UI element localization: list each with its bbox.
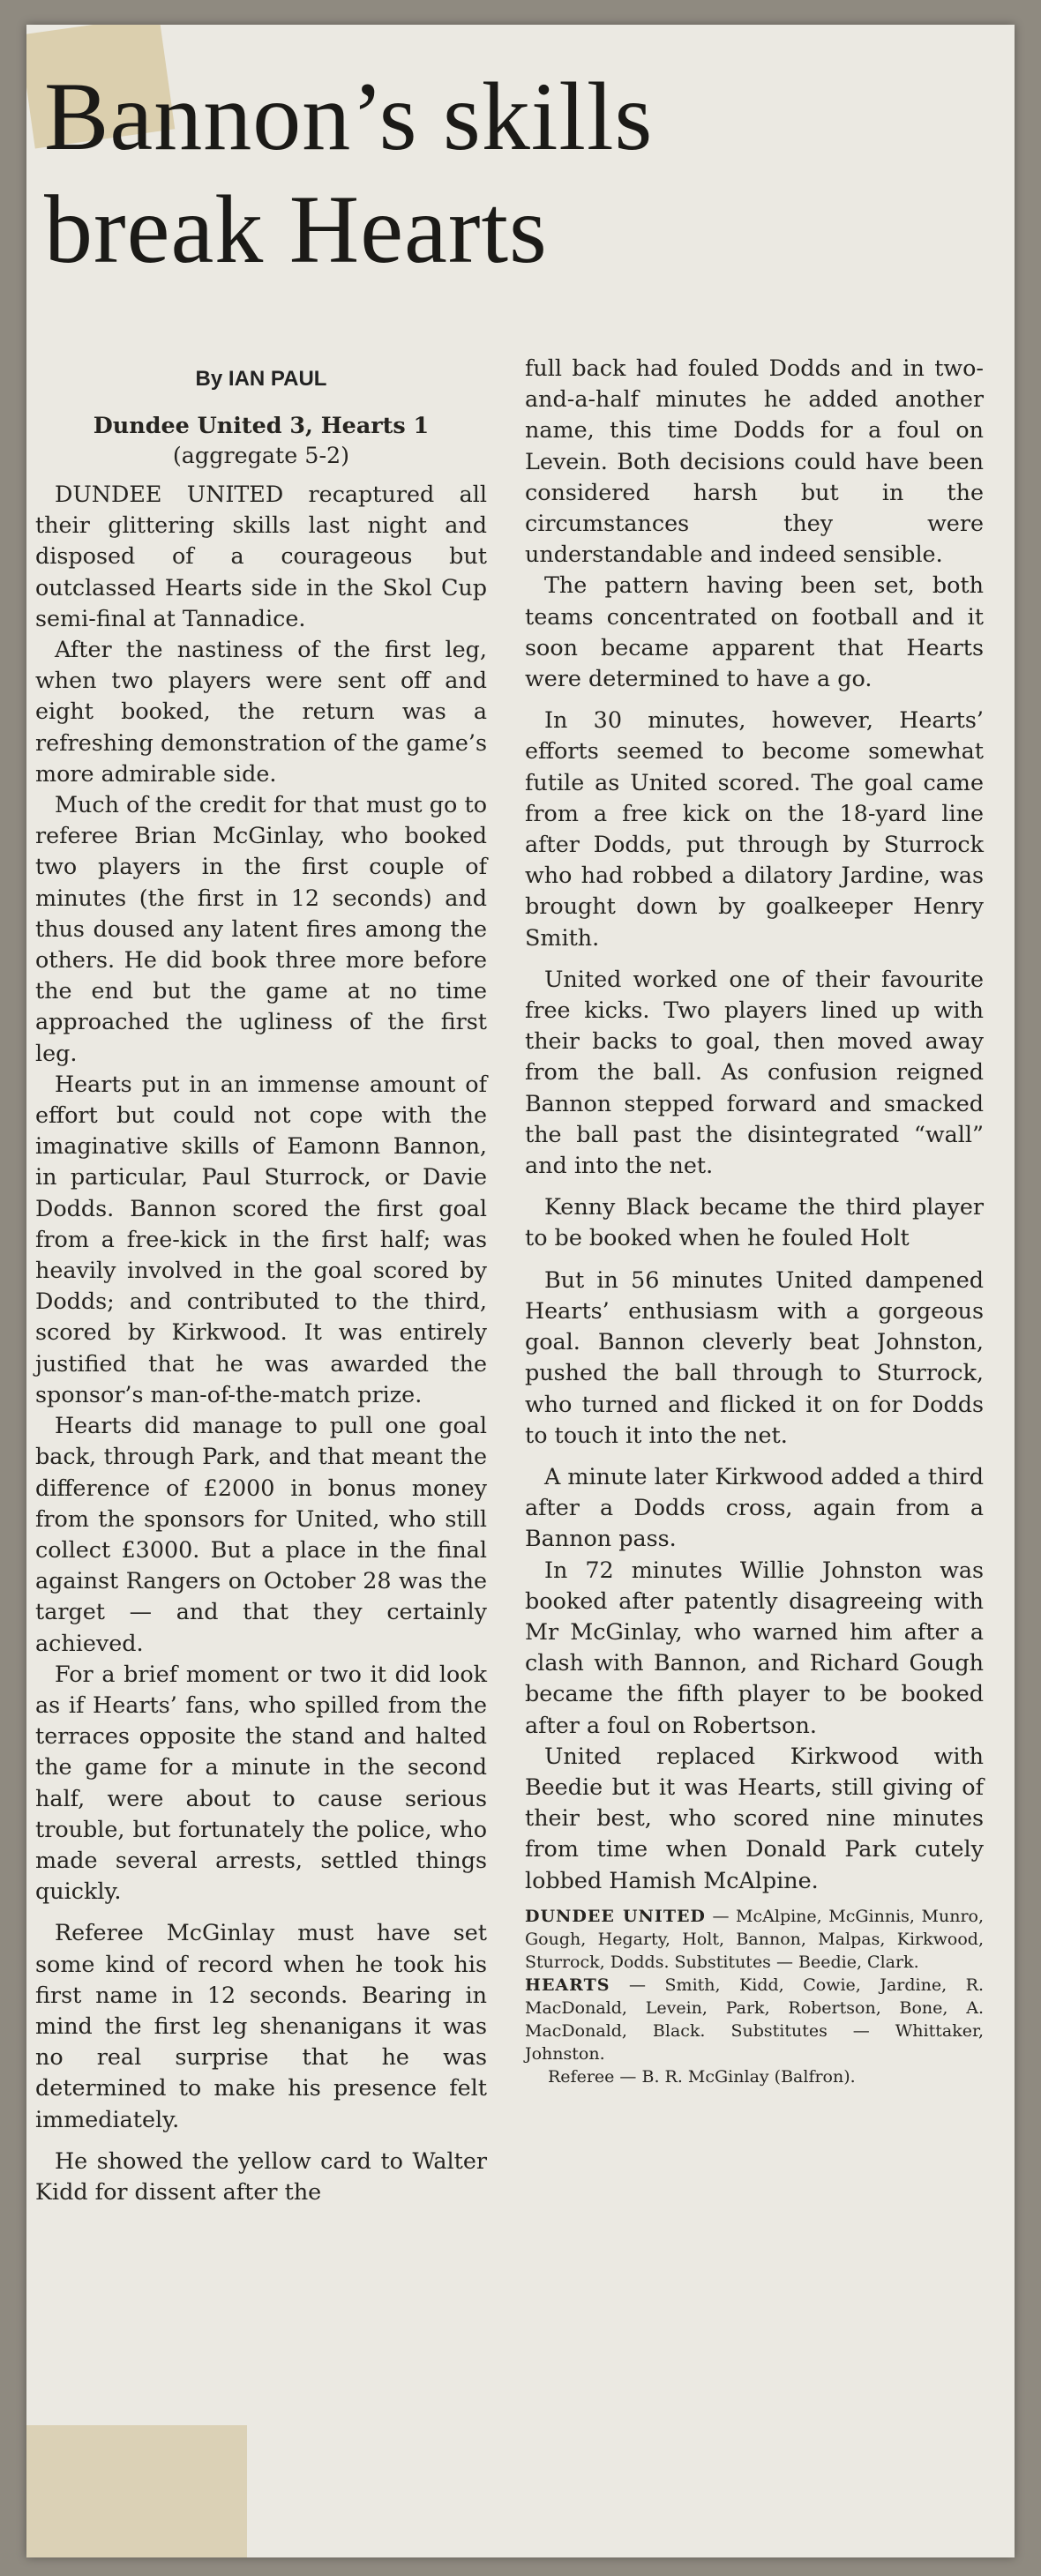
paragraph: For a brief moment or two it did look as if Hearts’ fans, who spilled from the terraces opposite the stand and halted the game for a minute in the second half, were about to cause serious trouble, but fortunately the police, who made several arrests, settled things quickly. (35, 1660, 487, 1905)
paragraph: After the nastiness of the first leg, when two players were sent off and eight booked, the return was a refreshing demonstration of the game’s more admirable side. (35, 636, 487, 787)
paragraph: But in 56 minutes United dampened Hearts’ enthusiasm with a gorgeous goal. Bannon cleverly beat Johnston, pushed the ball through to Sturrock, who turned and flicked it on for Dodds to touch it into the net. (525, 1266, 984, 1448)
paragraph: In 30 minutes, however, Hearts’ efforts seemed to become somewhat futile as United scored. The goal came from a free kick on the 18-yard line after Dodds, put through by Sturrock who had robbed a dilatory Jardine, was brought down by goalkeeper Henry Smith. (525, 706, 984, 951)
headline-line-1: Bannon’s skills (44, 63, 654, 170)
paragraph: Kenny Black became the third player to be booked when he fouled Holt (525, 1193, 984, 1251)
referee-line: Referee — B. R. McGinlay (Balfron). (548, 2066, 856, 2087)
tape-mark-bottom (26, 2425, 247, 2557)
paragraph: The pattern having been set, both teams concentrated on football and it soon became apparent that Hearts were determined to have a go. (525, 571, 984, 692)
lineup-hearts (525, 1974, 984, 2065)
team-name: HEARTS (525, 1975, 610, 1995)
team-lineups (525, 1905, 984, 2088)
team-players: — McAlpine, McGinnis, Munro, Gough, Hegarty, Holt, Bannon, Malpas, Kirkwood, Sturrock, Dodds. Substitutes — Beedie, Clark. (525, 1906, 985, 1972)
newspaper-clipping (26, 25, 1015, 2557)
team-name: DUNDEE UNITED (525, 1906, 706, 1926)
team-players: — Smith, Kidd, Cowie, Jardine, R. MacDonald, Levein, Park, Robertson, Bone, A. MacDonald, Black. Substitutes — Whittaker, Johnston. (525, 1975, 984, 2064)
headline-line-2: break Hearts (44, 175, 548, 283)
paragraph: United worked one of their favourite free kicks. Two players lined up with their backs to goal, then moved away from the ball. As confusion reigned Bannon stepped forward and smacked the ball past the disintegrated “wall” and into the net. (525, 965, 984, 1179)
lineup-dundee-united (525, 1905, 984, 1974)
score-line: Dundee United 3, Hearts 1 (93, 412, 430, 438)
paragraph: Much of the credit for that must go to referee Brian McGinlay, who booked two players in the first couple of minutes (the first in 12 seconds) and thus doused any latent fires among the others. He did book three more before the end but the game at no time approached the ugliness of the first leg. (35, 791, 487, 1066)
paragraph: United replaced Kirkwood with Beedie but it was Hearts, still giving of their best, who scored nine minutes from time when Donald Park cutely lobbed Hamish McAlpine. (525, 1742, 984, 1893)
match-result (35, 410, 487, 470)
paragraph: In 72 minutes Willie Johnston was booked after patently disagreeing with Mr McGinlay, who warned him after a clash with Bannon, and Richard Gough became the fifth player to be booked after a foul on Robertson. (525, 1556, 984, 1738)
byline: By IAN PAUL (195, 367, 327, 391)
paragraph: A minute later Kirkwood added a third after a Dodds cross, again from a Bannon pass. (525, 1462, 984, 1552)
column-right (525, 353, 984, 2088)
paragraph: Hearts put in an immense amount of effort but could not cope with the imaginative skills of Eamonn Bannon, in particular, Paul Sturrock, or Davie Dodds. Bannon scored the first goal from a free-kick in the first half; was heavily involved in the goal scored by Dodds; and contributed to the third, scored by Kirkwood. It was entirely justified that he was awarded the sponsor’s man-of-the-match prize. (35, 1070, 487, 1407)
paragraph: full back had fouled Dodds and in two-and-a-half minutes he added another name, this time Dodds for a foul on Levein. Both decisions could have been considered harsh but in the circumstances they were understandable and indeed sensible. (525, 355, 984, 568)
headline (44, 60, 997, 286)
column-left (35, 364, 487, 2207)
paragraph: DUNDEE UNITED recaptured all their glittering skills last night and disposed of a courageous but outclassed Hearts side in the Skol Cup semi-final at Tannadice. (35, 481, 487, 631)
paragraph: Hearts did manage to pull one goal back, through Park, and that meant the difference of £2000 in bonus money from the sponsors for United, who still collect £3000. But a place in the final against Rangers on October 28 was the target — and that they certainly achieved. (35, 1412, 487, 1656)
paragraph: He showed the yellow card to Walter Kidd for dissent after the (35, 2147, 487, 2205)
aggregate-line: (aggregate 5-2) (172, 442, 350, 468)
paragraph: Referee McGinlay must have set some kind of record when he took his first name in 12 seconds. Bearing in mind the first leg shenanigans it was no real surprise that he was determined to make his presence felt immediately. (35, 1919, 487, 2132)
